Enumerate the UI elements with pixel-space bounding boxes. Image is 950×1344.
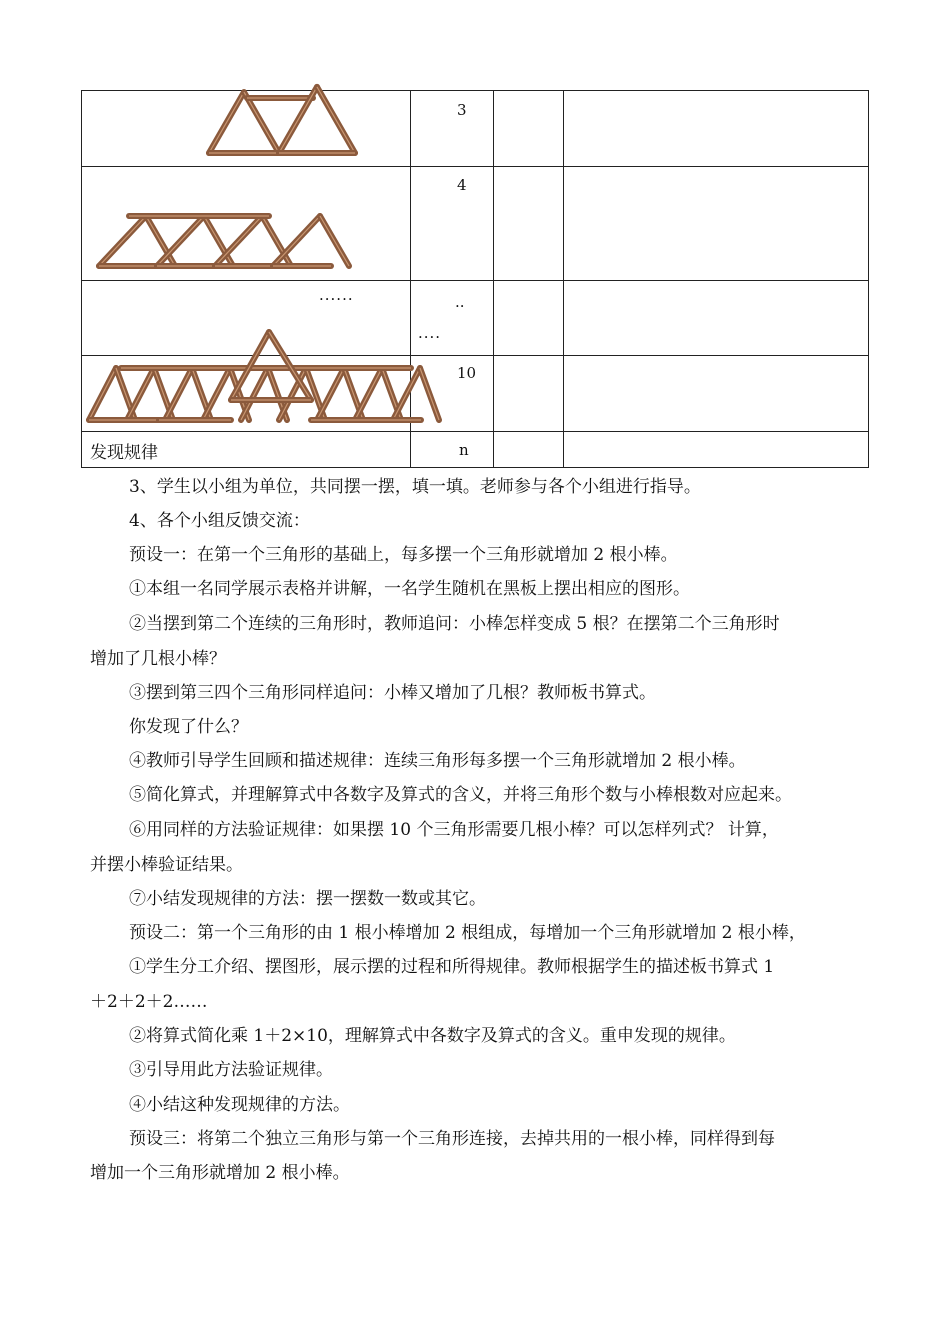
paragraph-line: 3、学生以小组为单位，共同摆一摆，填一填。老师参与各个小组进行指导。 [129, 477, 701, 497]
stick-highlight [157, 216, 204, 266]
discover-rule-label: 发现规律 [90, 443, 158, 463]
paragraph-line: 你发现了什么？ [129, 717, 248, 737]
stick-highlight [127, 368, 154, 420]
count-row-n: n [459, 441, 469, 459]
stick-highlight [203, 368, 230, 420]
triangles-10-figure [89, 332, 439, 420]
stick-highlight [209, 92, 244, 153]
stick-highlight [393, 368, 420, 420]
paragraph-line: ②当摆到第二个连续的三角形时，教师追问：小棒怎样变成 5 根？在摆第二个三角形时 [129, 614, 780, 634]
paragraph-line: 预设二：第一个三角形的由 1 根小棒增加 2 根组成，每增加一个三角形就增加 2 根小棒， [129, 923, 806, 943]
paragraph-line: 增加了几根小棒？ [90, 649, 226, 669]
count-row-10: 10 [457, 364, 477, 382]
stick-highlight [273, 216, 320, 266]
stick-triangles-figure [81, 90, 869, 468]
triangles-4-figure [99, 216, 349, 266]
paragraph-line: ③摆到第三四个三角形同样追问：小棒又增加了几根？教师板书算式。 [129, 683, 656, 703]
paragraph-line: 4、各个小组反馈交流： [129, 511, 310, 531]
pattern-table [81, 90, 869, 468]
paragraph-line: ⑦小结发现规律的方法：摆一摆数一数或其它。 [129, 889, 486, 909]
paragraph-line: ④教师引导学生回顾和描述规律：连续三角形每多摆一个三角形就增加 2 根小棒。 [129, 751, 746, 771]
stick-highlight [420, 368, 439, 420]
paragraph-line: ①学生分工介绍、摆图形，展示摆的过程和所得规律。教师根据学生的描述板书算式 1 [129, 957, 775, 977]
stick-highlight [215, 216, 262, 266]
paragraph-line: ②将算式简化乘 1＋2×10，理解算式中各数字及算式的含义。重申发现的规律。 [129, 1026, 736, 1046]
count-row-4: 4 [457, 176, 467, 194]
count-row-ellipsis: .. [455, 293, 465, 311]
count-row-3: 3 [457, 101, 467, 119]
paragraph-line: ③引导用此方法验证规律。 [129, 1060, 333, 1080]
stick-highlight [244, 92, 279, 153]
paragraph-line: ⑥用同样的方法验证规律：如果摆 10 个三角形需要几根小棒？可以怎样列式？ 计算， [129, 820, 779, 840]
stick-highlight [165, 368, 192, 420]
paragraph-line: ①本组一名同学展示表格并讲解，一名学生随机在黑板上摆出相应的图形。 [129, 579, 690, 599]
paragraph-line: ＋2＋2＋2…… [90, 992, 208, 1012]
paragraph-line: 并摆小棒验证结果。 [90, 855, 243, 875]
stick-highlight [99, 216, 146, 266]
paragraph-line: ⑤简化算式，并理解算式中各数字及算式的含义，并将三角形个数与小棒根数对应起来。 [129, 785, 792, 805]
paragraph-line: 增加一个三角形就增加 2 根小棒。 [90, 1163, 350, 1183]
stick-highlight [89, 368, 116, 420]
stick-highlight [320, 216, 349, 266]
stick-highlight [317, 368, 344, 420]
stick-highlight [279, 368, 306, 420]
paragraph-line: ④小结这种发现规律的方法。 [129, 1095, 350, 1115]
triangles-3-figure [209, 87, 355, 153]
paragraph-line: 预设一：在第一个三角形的基础上，每多摆一个三角形就增加 2 根小棒。 [129, 545, 678, 565]
ellipsis-mid: ···· [418, 328, 442, 346]
stick-highlight [355, 368, 382, 420]
ellipsis-left: ······ [319, 290, 354, 308]
paragraph-line: 预设三：将第二个独立三角形与第一个三角形连接，去掉共用的一根小棒，同样得到每 [129, 1129, 775, 1149]
stick-highlight [317, 87, 355, 153]
